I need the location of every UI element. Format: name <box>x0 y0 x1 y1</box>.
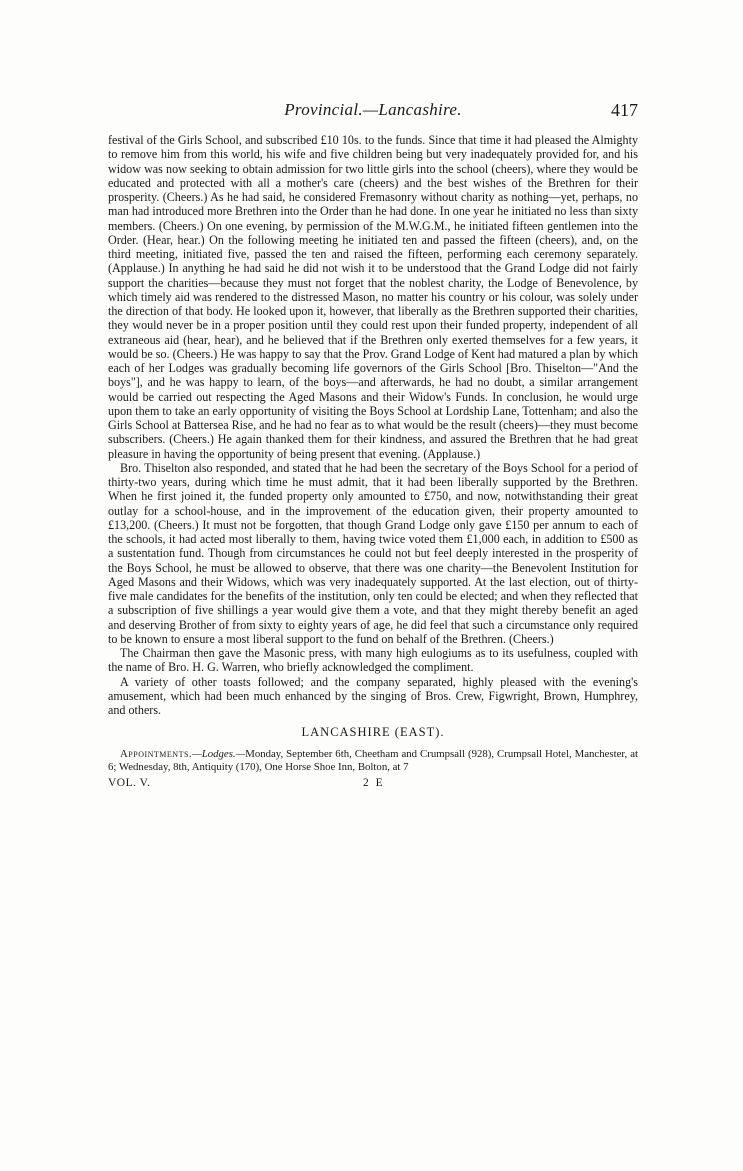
paragraph-chairman: The Chairman then gave the Masonic press, with many high eulogiums as to its usefulness, coupled with the name of Bro. H. G. Warren, who briefly acknowledged the compliment. <box>108 646 638 675</box>
appointments-text: Monday, September 6th, Cheetham and Crumpsall (928), Crumpsall Hotel, Manchester, at 6; Wednesday, 8th, Antiquity (170), One Horse Shoe Inn, Bolton, at 7 <box>108 747 638 773</box>
page-number: 417 <box>611 100 638 120</box>
appointments-label: Appointments. <box>120 747 193 760</box>
paragraph-toasts: A variety of other toasts followed; and the company separated, highly pleased with the evening's amusement, which had been much enhanced by the singing of Bros. Crew, Figwright, Brown, Humphrey, and others. <box>108 674 638 717</box>
appointments-paragraph <box>108 748 638 774</box>
page-footer <box>108 776 638 792</box>
page-header <box>108 100 638 126</box>
volume-label: VOL. V. <box>108 776 151 789</box>
signature-mark: 2 E <box>363 776 385 789</box>
section-heading: LANCASHIRE (EAST). <box>301 725 445 740</box>
paragraph-thiselton: Bro. Thiselton also responded, and stated that he had been the secretary of the Boys School for a period of thirty-two years, during which time he must admit, that it had been liberally supported by the Brethren. When he first joined it, the funded property only amounted to £750, and now, notwithstanding their great outlay for a school-house, and in the improvement of the education given, their property amounted to £13,200. (Cheers.) It must not be forgotten, that though Grand Lodge only gave £150 per annum to each of the schools, it had acted most liberally to them, having twice voted them £1,000 each, in addition to £500 as a sustentation fund. Though from circumstances he could not but feel deeply interested in the prosperity of the Boys School, he must be allowed to observe, that there was one charity—the Benevolent Institution for Aged Masons and their Widows, which was very inadequately supported. At the last election, out of thirty-five male candidates for the benefits of the institution, only ten could be elected; and when they reflected that a subscription of five shillings a year would give them a vote, and that they might thereby benefit an aged and deserving Brother of from sixty to eighty years of age, he did feel that such a circumstance only required to be known to ensure a most liberal support to the fund on behalf of the Brethren. (Cheers.) <box>108 460 638 646</box>
article-body <box>108 133 638 792</box>
appointments-sublabel: —Lodges.— <box>192 747 246 760</box>
running-title: Provincial.—Lancashire. <box>284 100 462 119</box>
paragraph-continuation: festival of the Girls School, and subscribed £10 10s. to the funds. Since that time it had pleased the Almighty to remove him from this world, his wife and five children being but very inadequately provided for, and his widow was now seeking to obtain admission for two little girls into the school (cheers), where they would be educated and protected with all a mother's care (cheers) and the best wishes of the Brethren for their prosperity. (Cheers.) As he had said, he considered Fremasonry without charity as nothing—yet, perhaps, no man had introduced more Brethren into the Order than he had done. In one year he initiated no less than sixty members. (Cheers.) On one evening, by permission of the M.W.G.M., he initiated fifteen gentlemen into the Order. (Hear, hear.) On the following meeting he initiated ten and passed the fifteen (cheers), and, on the third meeting, initiated five, passed the ten and raised the fifteen, performing each ceremony separately. (Applause.) In anything he had said he did not wish it to be understood that the Grand Lodge did not fairly support the charities—because they must not forget that the noblest charity, the Lodge of Benevolence, by which timely aid was rendered to the distressed Mason, no matter his country or his colour, was solely under the direction of that body. He looked upon it, however, that liberally as the Brethren supported their charities, they would never be in a proper position until they could rest upon their funded property, independent of all extraneous aid (hear, hear), and he believed that if the Brethren only exerted themselves for a few years, it would be so. (Cheers.) He was happy to say that the Prov. Grand Lodge of Kent had matured a plan by which each of her Lodges was gradually becoming life governors of the Girls School [Bro. Thiselton—"And the boys"], and he was happy to learn, of the boys—and afterwards, he had no doubt, a similar arrangement would be carried out respecting the Aged Masons and their Widow's Funds. In conclusion, he would urge upon them to take an early opportunity of visiting the Boys School at Lordship Lane, Tottenham; and also the Girls School at Battersea Rise, and he had no fear as to what would be the result (cheers)—they must become subscribers. (Cheers.) He again thanked them for their kindness, and assured the Brethren that he had great pleasure in having the opportunity of being present that evening. (Applause.) <box>108 133 638 461</box>
